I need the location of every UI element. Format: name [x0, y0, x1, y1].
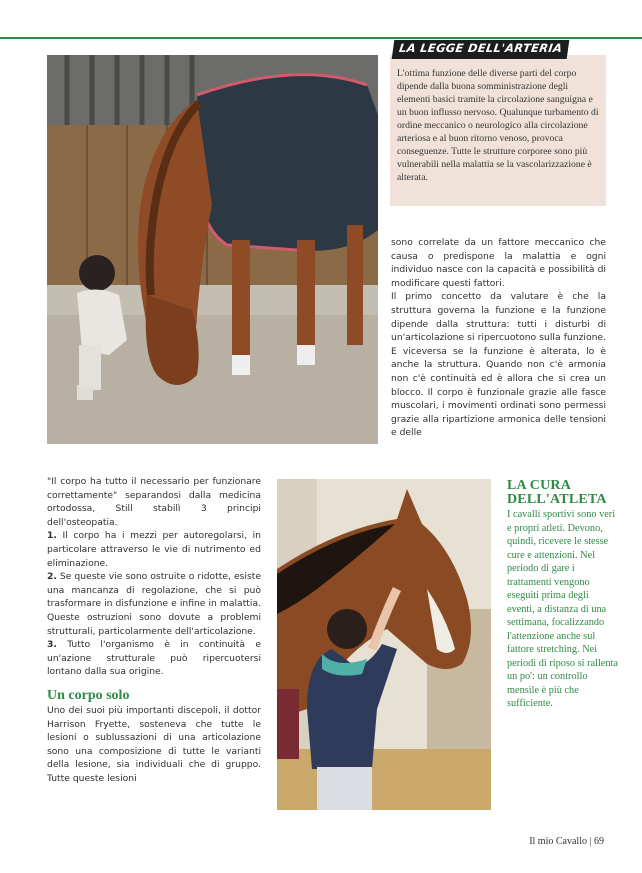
principle-number: 2. — [47, 571, 57, 583]
cura-title: LA CURA DELL'ATLETA — [507, 478, 607, 507]
right-column-text — [391, 236, 606, 448]
photo-horse-head-treatment — [277, 479, 491, 810]
section-subhead: Un corpo solo — [47, 687, 130, 703]
photo-horse-blanket-illustration — [47, 55, 378, 444]
page-footer — [529, 836, 604, 847]
sidebar-text: L'ottima funzione delle diverse parti del corpo dipende dalla buona somministrazione degli elementi basici tramite la circolazione sanguigna e un buon influsso nervoso. Qualunque turbamento di ordine meccanico o neurologico alla circolazione arteriosa e al buon ritorno venoso, provoca conseguenze. Tutte le strutture corporee sono più vulnerabili nella malattia se la vascolarizzazione è alterata. — [397, 68, 599, 183]
principle-text: Se queste vie sono ostruite o ridotte, esiste una mancanza di regolazione, che si può trasformare in disfunzione e infine in malattia. Queste ostruzioni sono dovute a problemi strutturali, particolarmente dell'articolazione. — [47, 571, 261, 637]
sidebar-title: LA LEGGE DELL'ARTERIA — [392, 40, 570, 59]
right-column-paragraph: Il primo concetto da valutare è che la struttura governa la funzione e la funzione dipende dalla struttura: tutti i disturbi di un'articolazione si ripercuotono sulla funzione. E viceversa se la funzione è alterata, lo è anche la struttura. Quando non c'è armonia non c'è continuità ed è allora che si crea un blocco. Il corpo è funzionale grazie alle fasce muscolari, i movimenti ordinati sono permessi grazie alla ripartizione armonica delle tensioni e delle — [391, 291, 606, 439]
photo-horse-head-illustration — [277, 479, 491, 810]
footer-separator: | — [586, 836, 594, 847]
right-column-paragraph: sono correlate da un fattore meccanico che causa o predispone la malattia e ogni individuo nasce con la capacità e possibilità di modificare questi fattori. — [391, 237, 606, 289]
photo-horse-blanket-examination — [47, 55, 378, 444]
principle-item — [47, 638, 261, 679]
left-column-text — [47, 475, 261, 815]
principle-item — [47, 529, 261, 570]
page-number: 69 — [594, 836, 604, 847]
principle-number: 3. — [47, 639, 57, 651]
principle-text: Il corpo ha i mezzi per autoregolarsi, in particolare attraverso le vie di nutrimento ed eliminazione. — [47, 530, 261, 569]
section-paragraph: Uno dei suoi più importanti discepoli, il dottor Harrison Fryette, sosteneva che tutte le lesioni o sublussazioni di una articolazione sono una composizione di tutte le varianti della lesione, sia individuali che di gruppo. Tutte queste lesioni — [47, 704, 261, 784]
intro-paragraph: "Il corpo ha tutto il necessario per funzionare correttamente" separandosi dalla medicina ortodossa, Still stabilì 3 principi dell'osteopatia. — [47, 476, 261, 528]
top-green-rule — [0, 37, 642, 39]
magazine-name: Il mio Cavallo — [529, 836, 587, 847]
principle-text: Tutto l'organismo è in continuità e un'azione strutturale può ripercuotersi lontano dalla sua origine. — [47, 639, 261, 678]
cura-text: I cavalli sportivi sono veri e propri atleti. Devono, quindi, ricevere le stesse cure e attenzioni. Nel periodo di gare i trattamenti vengono eseguiti prima degli eventi, a distanza di una settimana, focalizzando l'attenzione anche sul fattore stretching. Nei periodi di riposo si rallenta un po': un controllo mensile è più che sufficiente. — [507, 509, 618, 709]
principle-number: 1. — [47, 530, 57, 542]
principle-item — [47, 570, 261, 638]
